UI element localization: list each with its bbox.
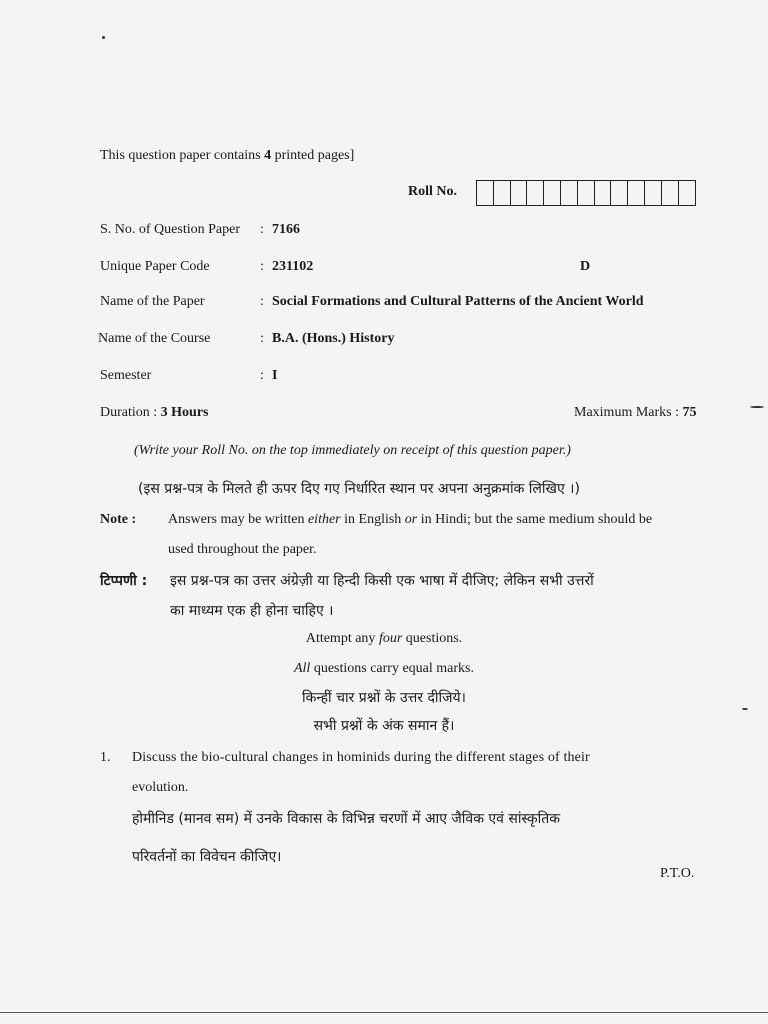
question-1-hindi-line-2: परिवर्तनों का विवेचन कीजिए।	[132, 849, 282, 865]
roll-number-box[interactable]	[578, 181, 595, 205]
question-number: 1.	[100, 750, 111, 765]
roll-number-box[interactable]	[511, 181, 528, 205]
detail-label-paper-name: Name of the Paper	[100, 294, 205, 309]
roll-label: Roll No.	[408, 184, 457, 199]
maximum-marks: Maximum Marks : 75	[574, 405, 697, 420]
note-hindi-line-2: का माध्यम एक ही होना चाहिए ।	[170, 603, 334, 619]
detail-colon: :	[260, 222, 264, 237]
note-line-1: Answers may be written either in English or in Hindi; but the same medium should be	[168, 512, 653, 527]
roll-number-box[interactable]	[628, 181, 645, 205]
roll-number-box[interactable]	[679, 181, 696, 205]
bottom-edge-line	[0, 1012, 768, 1013]
detail-colon: :	[260, 368, 264, 383]
roll-number-box[interactable]	[561, 181, 578, 205]
equal-marks-instruction: All questions carry equal marks.	[293, 661, 475, 676]
attempt-instruction-hindi: किन्हीं चार प्रश्नों के उत्तर दीजिये।	[302, 690, 466, 706]
detail-colon: :	[260, 331, 264, 346]
question-1-english-line-1: Discuss the bio-cultural changes in hominids during the different stages of their	[132, 750, 590, 765]
scan-speck	[742, 708, 748, 710]
detail-colon: :	[260, 259, 264, 274]
question-1-hindi-line-1: होमीनिड (मानव सम) में उनके विकास के विभिन्न चरणों में आए जैविक एवं सांस्कृतिक	[132, 811, 561, 827]
instruction-hindi: (इस प्रश्न-पत्र के मिलते ही ऊपर दिए गए निर्धारित स्थान पर अपना अनुक्रमांक लिखिए ।)	[138, 481, 580, 497]
note-hindi-line-1: इस प्रश्न-पत्र का उत्तर अंग्रेज़ी या हिन्दी किसी एक भाषा में दीजिए; लेकिन सभी उत्तरों	[170, 573, 594, 589]
roll-number-box[interactable]	[645, 181, 662, 205]
note-line-2: used throughout the paper.	[168, 542, 317, 557]
attempt-instruction: Attempt any four questions.	[305, 631, 463, 646]
detail-label-course: Name of the Course	[98, 331, 211, 346]
roll-number-box[interactable]	[527, 181, 544, 205]
pages-note: This question paper contains 4 printed pages]	[100, 148, 355, 163]
detail-label-semester: Semester	[100, 368, 152, 383]
detail-label-sno: S. No. of Question Paper	[100, 222, 240, 237]
detail-label-paper-code: Unique Paper Code	[100, 259, 210, 274]
detail-value-paper-name: Social Formations and Cultural Patterns of the Ancient World	[272, 294, 644, 309]
detail-value-paper-code: 231102	[272, 259, 314, 274]
detail-colon: :	[260, 294, 264, 309]
roll-number-box[interactable]	[477, 181, 494, 205]
roll-number-box[interactable]	[595, 181, 612, 205]
pto-label: P.T.O.	[660, 866, 695, 881]
set-letter: D	[580, 259, 591, 274]
detail-value-course: B.A. (Hons.) History	[272, 331, 395, 346]
roll-number-box[interactable]	[662, 181, 679, 205]
instruction-english: (Write your Roll No. on the top immediately on receipt of this question paper.)	[134, 443, 571, 458]
question-1-english-line-2: evolution.	[132, 780, 189, 795]
note-hindi-label: टिप्पणी :	[100, 573, 148, 589]
roll-number-box[interactable]	[611, 181, 628, 205]
duration: Duration : 3 Hours	[100, 405, 209, 420]
detail-value-semester: I	[272, 368, 278, 383]
roll-number-box[interactable]	[544, 181, 561, 205]
roll-number-box[interactable]	[494, 181, 511, 205]
scan-speck	[750, 406, 764, 408]
note-label: Note :	[100, 512, 137, 527]
roll-number-boxes[interactable]	[476, 180, 696, 206]
detail-value-sno: 7166	[272, 222, 300, 237]
equal-marks-instruction-hindi: सभी प्रश्नों के अंक समान हैं।	[313, 718, 455, 734]
scan-speck	[102, 36, 105, 39]
